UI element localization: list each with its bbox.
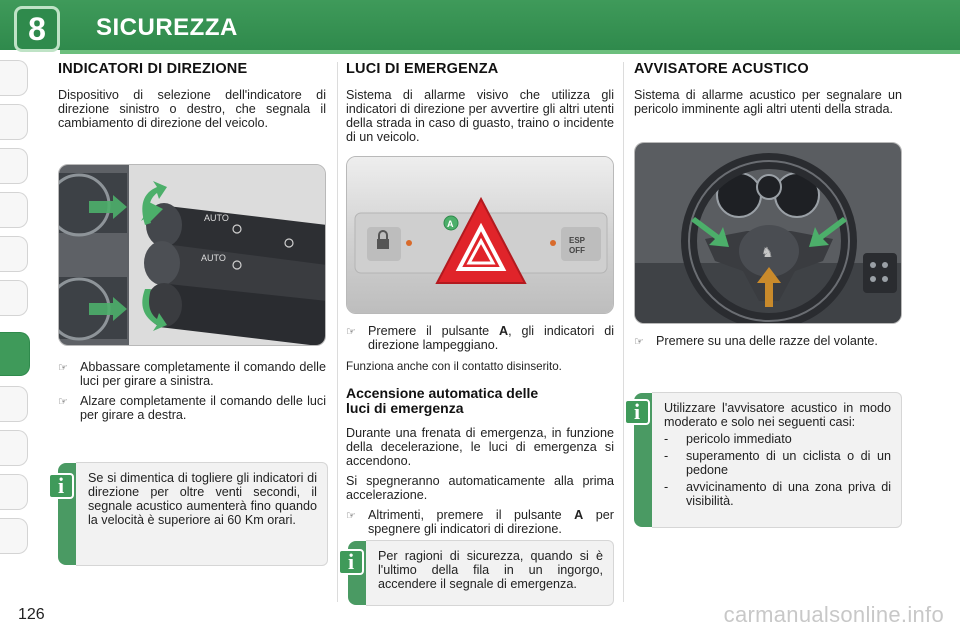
list-item [634,334,902,349]
list-item: - superamento di un ciclista o di un pedone [664,449,891,477]
section-hazard-lights [346,62,614,144]
list-text: avvicinamento di una zona priva di visibilità. [686,480,891,508]
hazard-switch-icon [347,157,614,314]
chapter-tab[interactable] [0,236,28,272]
sub-heading: Accensione automatica delle luci di emergenza [346,385,539,416]
note-text: Funziona anche con il contatto disinserito. [346,360,562,373]
turn-signal-stalk-icon [59,165,326,346]
esp-label: ESP [569,236,586,245]
info-content [652,393,901,516]
chapter-tab[interactable] [0,386,28,422]
section-heading: LUCI DI EMERGENZA [346,61,499,77]
list-item [58,360,326,388]
info-text: Utilizzare l'avvisatore acustico in modo moderato e solo nei seguenti casi: [664,401,891,429]
chapter-tab[interactable] [0,474,28,510]
chapter-tabs [0,60,30,580]
list-item [346,508,614,536]
section-heading: INDICATORI DI DIREZIONE [58,61,248,77]
paragraph: Durante una frenata di emergenza, in funzione della decelerazione, le luci di emergenza si accendono. [346,426,614,468]
section-turn-signals [58,62,326,130]
button-key: A [574,508,584,522]
info-text: Per ragioni di sicurezza, quando si è l'ultimo della fila in un ingorgo, accendere il segnale di emergenza. [378,549,603,591]
stalk-illustration [58,164,326,346]
pointing-hand-icon: ☞ [634,336,644,348]
hazard-illustration [346,156,614,314]
list-text: superamento di un ciclista o di un pedone [686,449,891,477]
chapter-badge [14,6,60,52]
section-intro: Sistema di allarme visivo che utilizza gli indicatori di direzione per avvertire gli altri utenti della strada in caso di guasto, traino o incidente di un veicolo. [346,88,614,144]
list-item [346,324,614,352]
info-text: Se si dimentica di togliere gli indicatori di direzione per oltre venti secondi, il segnale acustico aumenterà fino quando la velocità è superiore ai 60 Km orari. [88,471,317,527]
steering-wheel-illustration [634,142,902,324]
info-box-horn [633,392,902,528]
section-intro: Dispositivo di selezione dell'indicatore di direzione sinistro o destro, che segnala il cambiamento di direzione del veicolo. [58,88,326,130]
header-rule [60,50,960,54]
list-item: - pericolo immediato [664,432,891,446]
column-divider [623,62,624,602]
chapter-title: SICUREZZA [96,14,238,41]
stalk-label: AUTO [201,253,226,263]
bullet-text: Alzare completamente il comando delle luci per girare a destra. [80,394,326,422]
section-intro: Sistema di allarme acustico per segnalare un pericolo imminente agli altri utenti della strada. [634,88,902,116]
bullet-text: Altrimenti, premere il pulsante A per spegnere gli indicatori di direzione. [368,508,615,536]
button-letter: A [447,219,454,229]
off-label: OFF [569,246,585,255]
pointing-hand-icon: ☞ [346,326,356,338]
chapter-tab[interactable] [0,280,28,316]
turn-signal-steps [58,354,326,422]
pointing-hand-icon: ☞ [346,510,356,522]
paragraph: Si spegneranno automaticamente alla prima accelerazione. [346,474,614,502]
chapter-tab[interactable] [0,104,28,140]
button-key: A [499,324,509,338]
steering-wheel-icon [635,143,902,324]
info-box-hazard [347,540,614,606]
bullet-text: Abbassare completamente il comando delle luci per girare a sinistra. [80,360,326,388]
chapter-tab[interactable] [0,518,28,554]
chapter-tab[interactable] [0,60,28,96]
pointing-hand-icon: ☞ [58,396,68,408]
chapter-tab[interactable] [0,192,28,228]
bullet-text: Premere il pulsante A, gli indicatori di direzione lampeggiano. [368,324,614,352]
column-divider [337,62,338,602]
pointing-hand-icon: ☞ [58,362,68,374]
section-horn [634,62,902,116]
page-number: 126 [18,606,45,623]
info-icon: i [624,399,650,425]
list-text: pericolo immediato [686,432,792,446]
chapter-tab-active[interactable] [0,332,30,376]
horn-instructions [634,328,902,349]
info-icon: i [338,549,364,575]
chapter-tab[interactable] [0,148,28,184]
brand-emblem-icon: ♞ [761,244,774,260]
info-icon: i [48,473,74,499]
bullet-text: Premere su una delle razze del volante. [656,334,878,348]
chapter-tab[interactable] [0,430,28,466]
watermark: carmanualsonline.info [723,602,944,627]
list-item: - avvicinamento di una zona priva di visibilità. [664,480,891,508]
list-item [58,394,326,422]
section-heading: AVVISATORE ACUSTICO [634,61,809,77]
chapter-number: 8 [28,10,46,47]
stalk-label: AUTO [204,213,229,223]
hazard-instructions [346,318,614,536]
info-box-turn-signals [57,462,328,566]
